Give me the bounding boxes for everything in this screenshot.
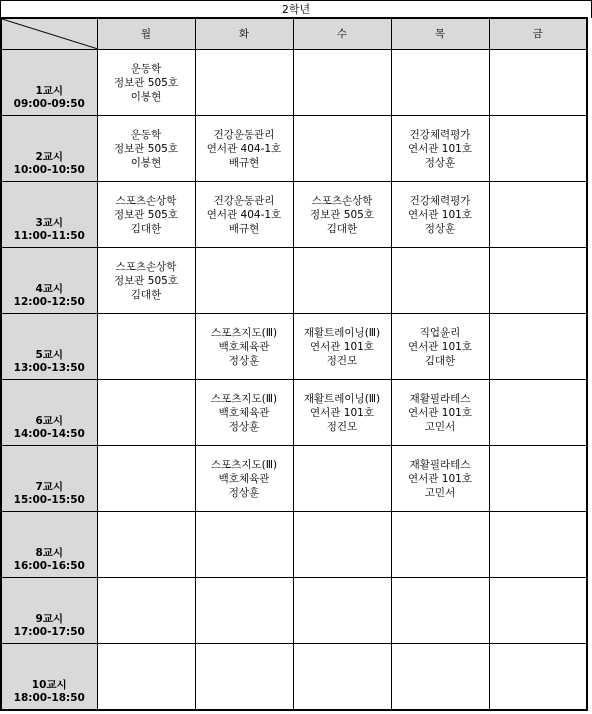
period-time: 16:00-16:50 [13,560,85,572]
period-time: 10:00-10:50 [13,164,85,176]
class-cell-fri [489,248,587,314]
period-time: 13:00-13:50 [13,362,85,374]
class-cell-wed [293,314,391,380]
period-label [1,182,97,248]
instructor-name: 정상훈 [228,486,260,499]
class-cell-mon [97,50,195,116]
period-name: 9교시 [35,613,64,625]
class-cell-tue [195,248,293,314]
table-row [1,644,587,710]
table-row [1,50,587,116]
class-cell-wed [293,578,391,644]
period-name: 6교시 [35,415,64,427]
timetable [0,17,588,711]
class-cell-wed [293,644,391,710]
instructor-name: 이봉현 [130,156,162,169]
class-cell-fri [489,644,587,710]
period-name: 1교시 [35,85,64,97]
room-name: 정보관 505호 [310,208,374,221]
instructor-name: 배규현 [228,156,260,169]
instructor-name: 배규현 [228,222,260,235]
table-row [1,248,587,314]
class-cell-fri [489,314,587,380]
class-cell-tue [195,512,293,578]
instructor-name: 정상훈 [228,420,260,433]
room-name: 정보관 505호 [114,142,178,155]
period-label [1,248,97,314]
room-name: 백호체육관 [218,340,270,353]
class-cell-thu [391,578,489,644]
timetable-body [1,50,587,710]
class-cell-thu [391,446,489,512]
period-name: 3교시 [35,217,64,229]
period-label [1,50,97,116]
class-cell-fri [489,578,587,644]
class-cell-tue [195,380,293,446]
course-name: 건강체력평가 [409,194,471,207]
period-name: 10교시 [31,678,67,691]
room-name: 연서관 101호 [408,340,472,353]
course-name: 스포츠손상학 [311,194,373,207]
class-cell-thu [391,248,489,314]
class-cell-mon [97,182,195,248]
room-name: 백호체육관 [218,472,270,485]
period-name: 7교시 [35,481,64,493]
class-cell-thu [391,314,489,380]
room-name: 정보관 505호 [114,274,178,287]
instructor-name: 정상훈 [228,354,260,367]
period-label [1,314,97,380]
day-header-wed: 수 [293,18,391,50]
room-name: 연서관 101호 [408,406,472,419]
course-name: 건강운동관리 [213,194,275,207]
class-cell-thu [391,182,489,248]
class-cell-tue [195,50,293,116]
class-cell-wed [293,50,391,116]
class-cell-fri [489,380,587,446]
period-label [1,644,97,710]
class-cell-mon [97,446,195,512]
period-label [1,578,97,644]
class-cell-mon [97,248,195,314]
class-cell-wed [293,512,391,578]
period-name: 2교시 [35,151,64,163]
course-name: 재활필라테스 [409,458,471,471]
class-cell-fri [489,50,587,116]
class-cell-thu [391,116,489,182]
course-name: 재활필라테스 [409,392,471,405]
room-name: 연서관 404-1호 [206,142,282,155]
course-name: 운동학 [130,128,162,141]
period-name: 8교시 [35,547,64,559]
room-name: 정보관 505호 [114,208,178,221]
class-cell-mon [97,644,195,710]
class-cell-mon [97,578,195,644]
instructor-name: 김대한 [424,354,456,367]
class-cell-tue [195,578,293,644]
class-cell-wed [293,446,391,512]
instructor-name: 정건모 [326,420,358,433]
course-name: 건강체력평가 [409,128,471,141]
room-name: 연서관 101호 [310,406,374,419]
period-name: 4교시 [35,283,64,295]
class-cell-fri [489,512,587,578]
course-name: 운동학 [130,62,162,75]
class-cell-thu [391,50,489,116]
room-name: 연서관 101호 [310,340,374,353]
room-name: 연서관 101호 [408,142,472,155]
table-row [1,116,587,182]
table-row [1,512,587,578]
room-name: 연서관 101호 [408,472,472,485]
corner-cell [1,18,97,50]
class-cell-thu [391,512,489,578]
table-row [1,380,587,446]
class-cell-thu [391,380,489,446]
day-header-thu: 목 [391,18,489,50]
page-title: 2학년 [0,0,592,18]
instructor-name: 정건모 [326,354,358,367]
class-cell-mon [97,116,195,182]
diagonal-line-icon [2,19,98,49]
day-header-mon: 월 [97,18,195,50]
period-label [1,116,97,182]
class-cell-wed [293,248,391,314]
table-row [1,182,587,248]
day-header-fri: 금 [489,18,587,50]
room-name: 백호체육관 [218,406,270,419]
instructor-name: 김대한 [130,222,162,235]
period-time: 18:00-18:50 [13,691,85,704]
table-row [1,446,587,512]
room-name: 정보관 505호 [114,76,178,89]
period-label [1,446,97,512]
class-cell-wed [293,380,391,446]
course-name: 직업윤리 [419,326,461,339]
period-time: 17:00-17:50 [13,626,85,638]
class-cell-fri [489,446,587,512]
room-name: 연서관 404-1호 [206,208,282,221]
period-label [1,512,97,578]
room-name: 연서관 101호 [408,208,472,221]
course-name: 스포츠지도(Ⅲ) [210,392,278,405]
instructor-name: 고민서 [424,420,456,433]
table-row [1,578,587,644]
period-time: 11:00-11:50 [13,230,85,242]
class-cell-tue [195,314,293,380]
class-cell-tue [195,116,293,182]
class-cell-mon [97,512,195,578]
period-time: 14:00-14:50 [13,428,85,440]
instructor-name: 김대한 [326,222,358,235]
class-cell-tue [195,644,293,710]
instructor-name: 김대한 [130,288,162,301]
class-cell-tue [195,446,293,512]
header-row [1,18,587,50]
class-cell-wed [293,182,391,248]
period-time: 12:00-12:50 [13,296,85,308]
course-name: 스포츠손상학 [115,194,177,207]
class-cell-fri [489,182,587,248]
course-name: 스포츠손상학 [115,260,177,273]
period-name: 5교시 [35,349,64,361]
day-header-tue: 화 [195,18,293,50]
instructor-name: 정상훈 [424,222,456,235]
class-cell-mon [97,380,195,446]
course-name: 재활트레이닝(Ⅲ) [303,392,381,405]
period-label [1,380,97,446]
class-cell-wed [293,116,391,182]
course-name: 스포츠지도(Ⅲ) [210,326,278,339]
period-time: 09:00-09:50 [13,98,85,110]
class-cell-fri [489,116,587,182]
table-row [1,314,587,380]
instructor-name: 이봉현 [130,90,162,103]
instructor-name: 고민서 [424,486,456,499]
class-cell-thu [391,644,489,710]
course-name: 건강운동관리 [213,128,275,141]
period-time: 15:00-15:50 [13,494,85,506]
class-cell-mon [97,314,195,380]
class-cell-tue [195,182,293,248]
course-name: 재활트레이닝(Ⅲ) [303,326,381,339]
course-name: 스포츠지도(Ⅲ) [210,458,278,471]
instructor-name: 정상훈 [424,156,456,169]
